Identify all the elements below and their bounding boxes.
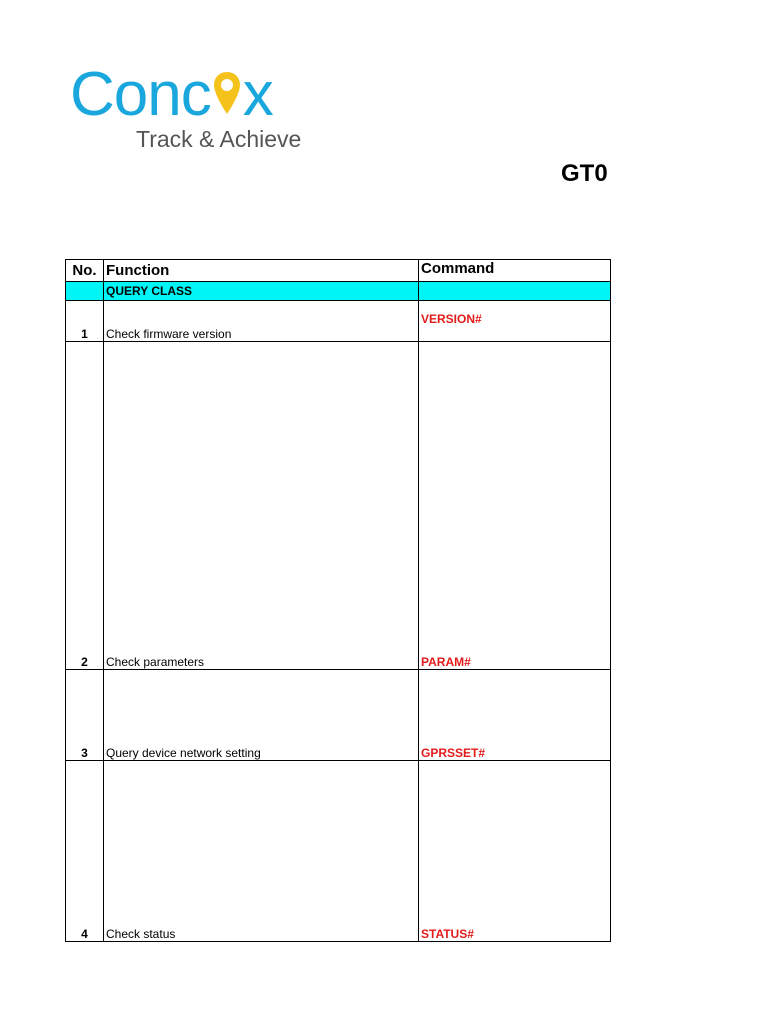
logo-word-start: Conc [70, 60, 211, 129]
logo-tagline: Track & Achieve [136, 126, 302, 152]
table-row [66, 301, 611, 342]
header-no: No. [66, 260, 104, 282]
row-command: GPRSSET# [419, 670, 611, 761]
table-row [66, 670, 611, 761]
section-no-cell [66, 282, 104, 301]
command-table [65, 259, 611, 942]
table-row [66, 761, 611, 942]
section-command-cell [419, 282, 611, 301]
row-command: VERSION# [419, 301, 611, 342]
row-function: Query device network setting [104, 670, 419, 761]
row-command: STATUS# [419, 761, 611, 942]
row-number: 3 [66, 670, 104, 761]
row-function: Check status [104, 761, 419, 942]
header-command: Command [419, 260, 611, 282]
document-title: GT0 [561, 160, 608, 187]
concox-logo [70, 62, 320, 157]
row-function: Check parameters [104, 342, 419, 670]
row-function: Check firmware version [104, 301, 419, 342]
header-function: Function [104, 260, 419, 282]
row-number: 4 [66, 761, 104, 942]
section-label: QUERY CLASS [104, 282, 419, 301]
row-number: 1 [66, 301, 104, 342]
row-number: 2 [66, 342, 104, 670]
table-header-row [66, 260, 611, 282]
logo-word-end: x [242, 60, 273, 129]
section-row-query-class [66, 282, 611, 301]
table-row [66, 342, 611, 670]
location-pin-icon [212, 70, 242, 116]
row-command: PARAM# [419, 342, 611, 670]
logo-wordmark [70, 62, 273, 128]
